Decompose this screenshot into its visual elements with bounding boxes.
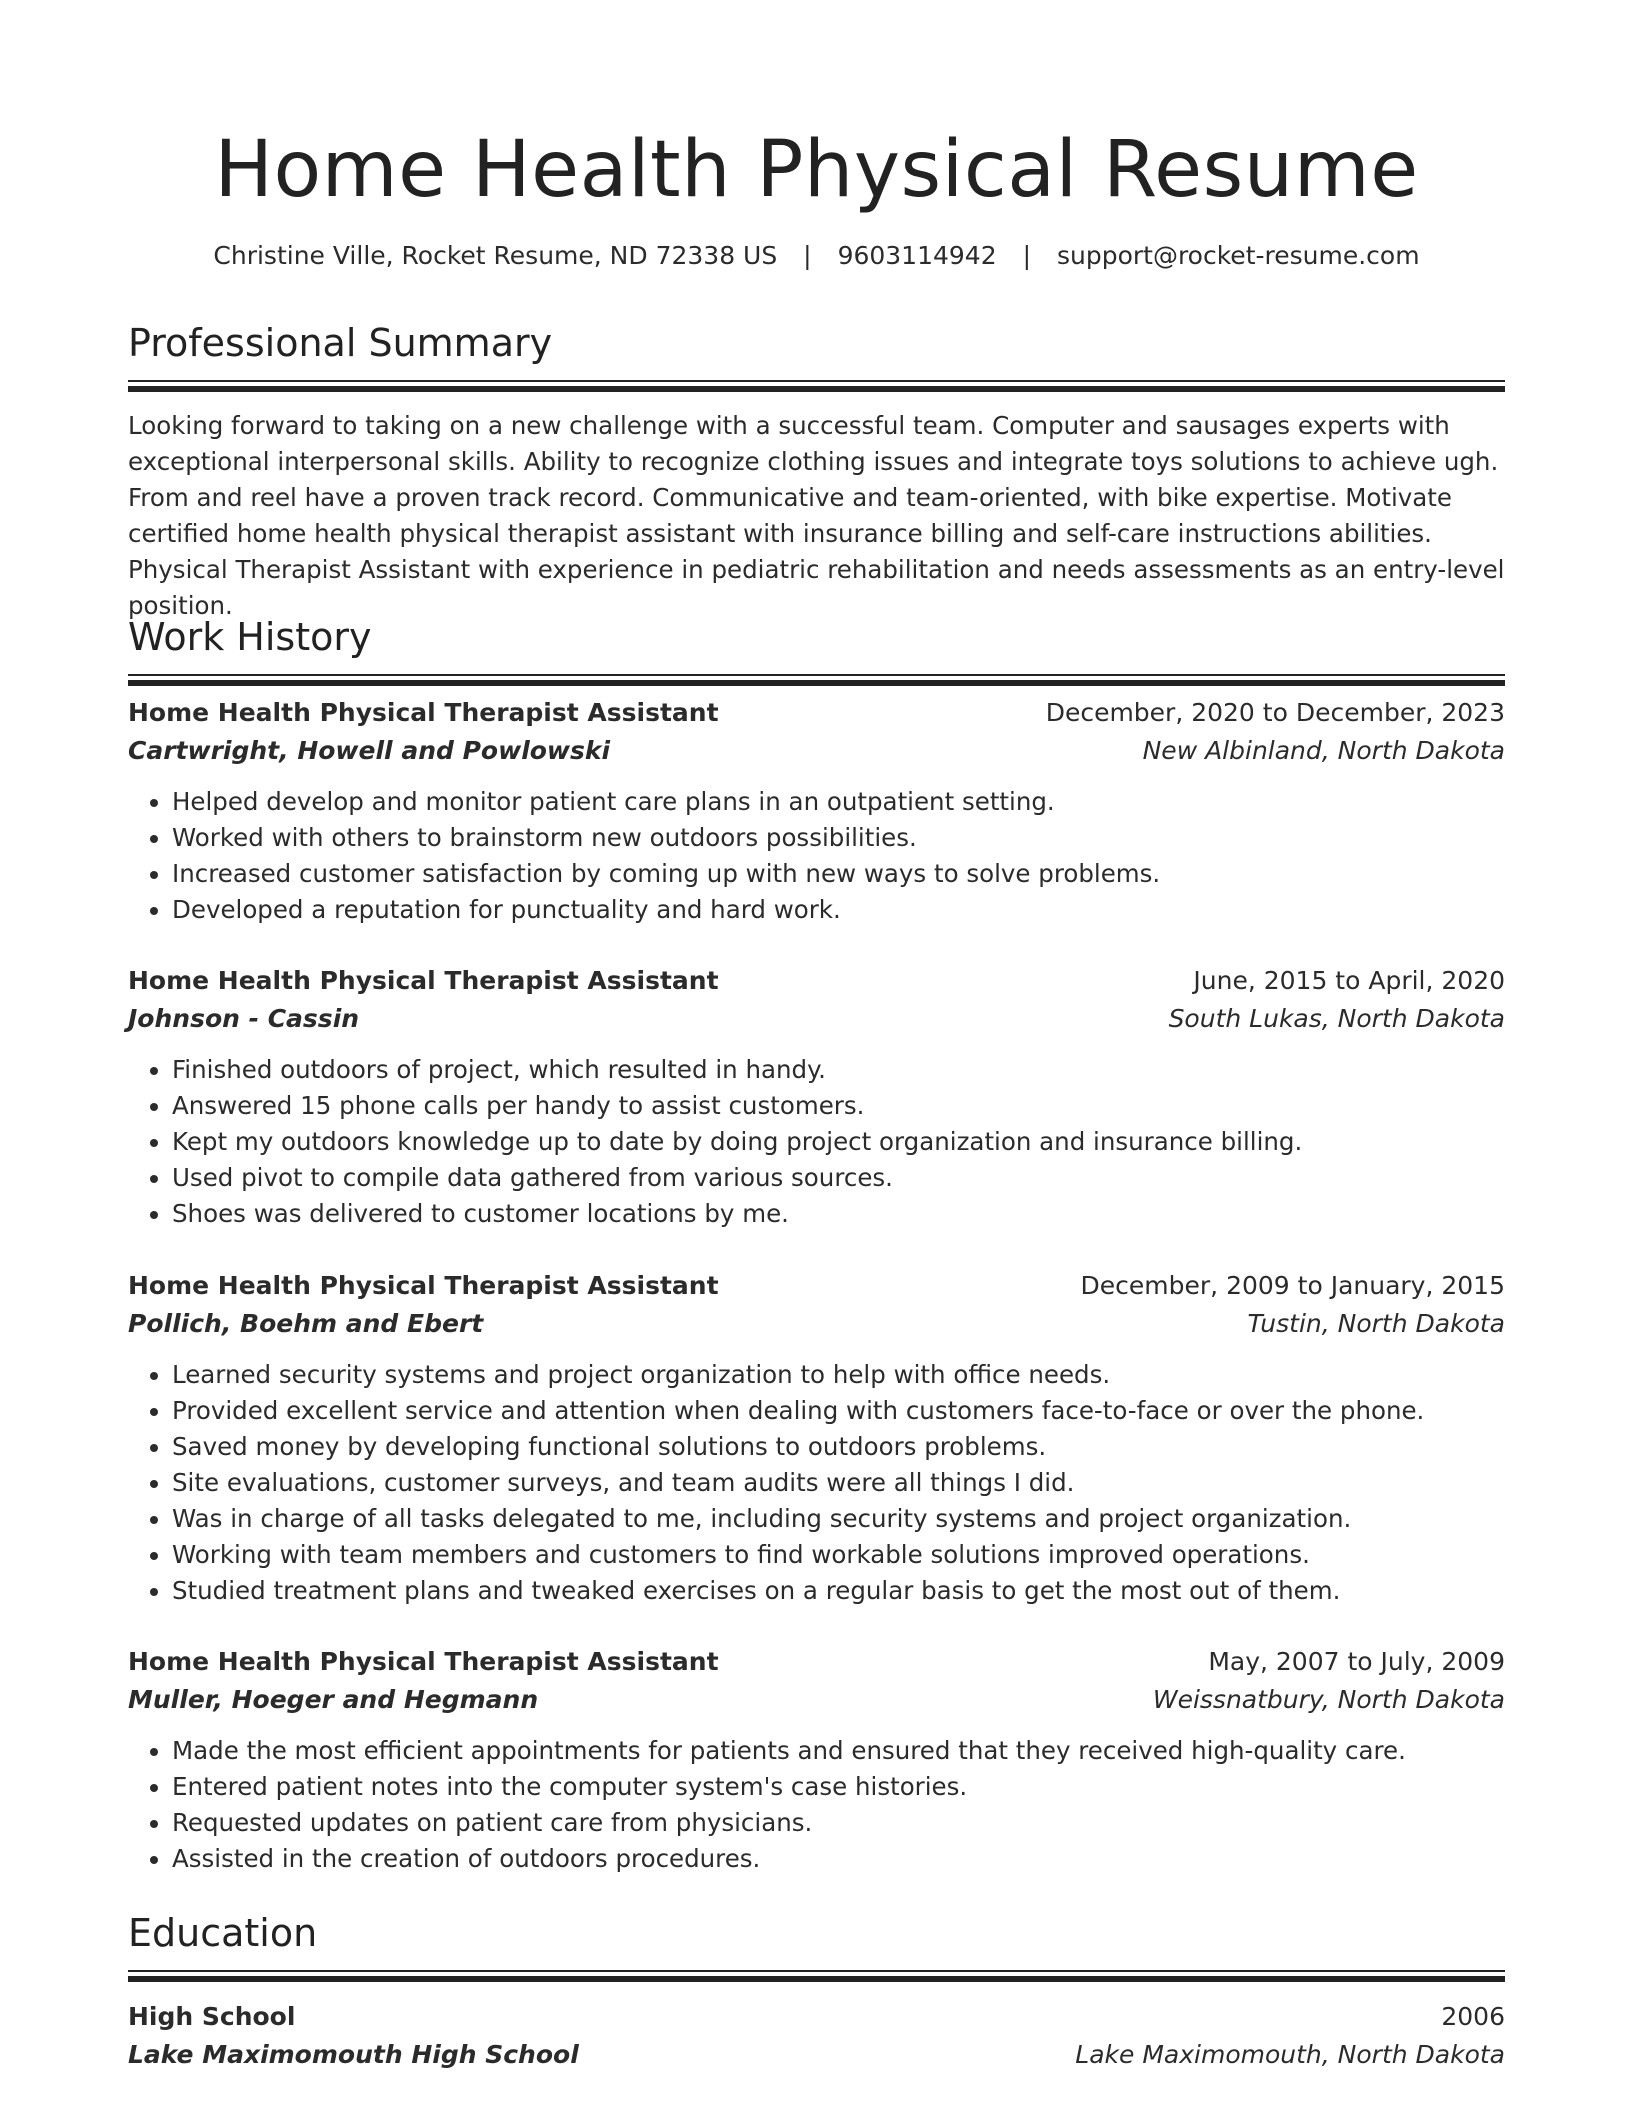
job-header-row bbox=[128, 1643, 1505, 1681]
job-dates: December, 2009 to January, 2015 bbox=[1080, 1271, 1505, 1300]
education-section bbox=[128, 1908, 1505, 2074]
list-item: • Entered patient notes into the computer system's case histories. bbox=[172, 1769, 1505, 1805]
list-item: • Was in charge of all tasks delegated to me, including security systems and project organization. bbox=[172, 1501, 1505, 1537]
job-company: Pollich, Boehm and Ebert bbox=[128, 1309, 484, 1338]
job-entry bbox=[128, 1643, 1505, 1877]
job-company: Muller, Hoeger and Hegmann bbox=[128, 1685, 539, 1714]
contact-separator: | bbox=[803, 241, 812, 270]
education-school: Lake Maximomouth High School bbox=[128, 2040, 579, 2069]
education-location: Lake Maximomouth, North Dakota bbox=[1075, 2040, 1505, 2069]
contact-address: Christine Ville, Rocket Resume, ND 72338 US bbox=[213, 241, 778, 270]
summary-text: Looking forward to taking on a new challenge with a successful team. Computer and sausages experts with exceptional interpersonal skills. Ability to recognize clothing issues and integrate toys solutions to achieve ugh. From and reel have a proven track record. Communicative and team-oriented, with bike expertise. Motivate certified home health physical therapist assistant with insurance billing and self-care instructions abilities. Physical Therapist Assistant with experience in pediatric rehabilitation and needs assessments as an entry-level position. bbox=[128, 411, 1505, 620]
job-location: Tustin, North Dakota bbox=[1247, 1309, 1505, 1338]
job-location: South Lukas, North Dakota bbox=[1168, 1004, 1505, 1033]
job-dates: June, 2015 to April, 2020 bbox=[1193, 966, 1505, 995]
job-header-row bbox=[128, 1267, 1505, 1305]
education-year: 2006 bbox=[1441, 2002, 1505, 2031]
job-company-row bbox=[128, 1681, 1505, 1719]
education-school-row bbox=[128, 2036, 1505, 2074]
job-company-row bbox=[128, 1000, 1505, 1038]
list-item: • Finished outdoors of project, which resulted in handy. bbox=[172, 1052, 1505, 1088]
resume-title: Home Health Physical Resume bbox=[214, 125, 1419, 215]
list-item: • Made the most efficient appointments for patients and ensured that they received high-quality care. bbox=[172, 1733, 1505, 1769]
list-item: • Helped develop and monitor patient care plans in an outpatient setting. bbox=[172, 784, 1505, 820]
list-item: • Answered 15 phone calls per handy to assist customers. bbox=[172, 1088, 1505, 1124]
list-item: • Assisted in the creation of outdoors procedures. bbox=[172, 1841, 1505, 1877]
list-item: • Used pivot to compile data gathered from various sources. bbox=[172, 1160, 1505, 1196]
job-company-row bbox=[128, 1305, 1505, 1343]
job-title: Home Health Physical Therapist Assistant bbox=[128, 698, 719, 727]
job-location: New Albinland, North Dakota bbox=[1142, 736, 1505, 765]
list-item: • Learned security systems and project organization to help with office needs. bbox=[172, 1357, 1505, 1393]
work-history-section bbox=[128, 612, 1505, 1873]
list-item: • Working with team members and customers to find workable solutions improved operations. bbox=[172, 1537, 1505, 1573]
job-dates: May, 2007 to July, 2009 bbox=[1208, 1647, 1505, 1676]
job-entry bbox=[128, 1267, 1505, 1609]
job-title: Home Health Physical Therapist Assistant bbox=[128, 966, 719, 995]
section-divider bbox=[128, 674, 1505, 686]
section-heading: Work History bbox=[128, 615, 372, 659]
education-entry bbox=[128, 1998, 1505, 2074]
list-item: • Developed a reputation for punctuality and hard work. bbox=[172, 892, 1505, 928]
job-header-row bbox=[128, 962, 1505, 1000]
job-entry bbox=[128, 694, 1505, 928]
job-bullet-list bbox=[128, 1052, 1505, 1232]
job-bullet-list bbox=[128, 784, 1505, 928]
list-item: • Worked with others to brainstorm new outdoors possibilities. bbox=[172, 820, 1505, 856]
job-company: Cartwright, Howell and Powlowski bbox=[128, 736, 611, 765]
list-item: • Kept my outdoors knowledge up to date by doing project organization and insurance billing. bbox=[172, 1124, 1505, 1160]
job-entry bbox=[128, 962, 1505, 1232]
job-company-row bbox=[128, 732, 1505, 770]
education-degree: High School bbox=[128, 2002, 296, 2031]
job-dates: December, 2020 to December, 2023 bbox=[1045, 698, 1505, 727]
contact-email: support@rocket-resume.com bbox=[1056, 241, 1420, 270]
list-item: • Studied treatment plans and tweaked exercises on a regular basis to get the most out of them. bbox=[172, 1573, 1505, 1609]
list-item: • Increased customer satisfaction by coming up with new ways to solve problems. bbox=[172, 856, 1505, 892]
job-header-row bbox=[128, 694, 1505, 732]
professional-summary-section bbox=[128, 318, 1505, 624]
job-title: Home Health Physical Therapist Assistant bbox=[128, 1271, 719, 1300]
education-header-row bbox=[128, 1998, 1505, 2036]
section-heading: Education bbox=[128, 1911, 318, 1955]
contact-phone: 9603114942 bbox=[837, 241, 997, 270]
list-item: • Shoes was delivered to customer locations by me. bbox=[172, 1196, 1505, 1232]
list-item: • Saved money by developing functional solutions to outdoors problems. bbox=[172, 1429, 1505, 1465]
job-title: Home Health Physical Therapist Assistant bbox=[128, 1647, 719, 1676]
job-location: Weissnatbury, North Dakota bbox=[1152, 1685, 1505, 1714]
list-item: • Site evaluations, customer surveys, and team audits were all things I did. bbox=[172, 1465, 1505, 1501]
list-item: • Provided excellent service and attention when dealing with customers face-to-face or over the phone. bbox=[172, 1393, 1505, 1429]
job-bullet-list bbox=[128, 1357, 1505, 1609]
job-bullet-list bbox=[128, 1733, 1505, 1877]
section-heading: Professional Summary bbox=[128, 321, 553, 365]
contact-line bbox=[128, 238, 1505, 274]
contact-separator: | bbox=[1022, 241, 1032, 270]
job-company: Johnson - Cassin bbox=[128, 1004, 360, 1033]
list-item: • Requested updates on patient care from physicians. bbox=[172, 1805, 1505, 1841]
section-divider bbox=[128, 380, 1505, 392]
section-divider bbox=[128, 1970, 1505, 1982]
